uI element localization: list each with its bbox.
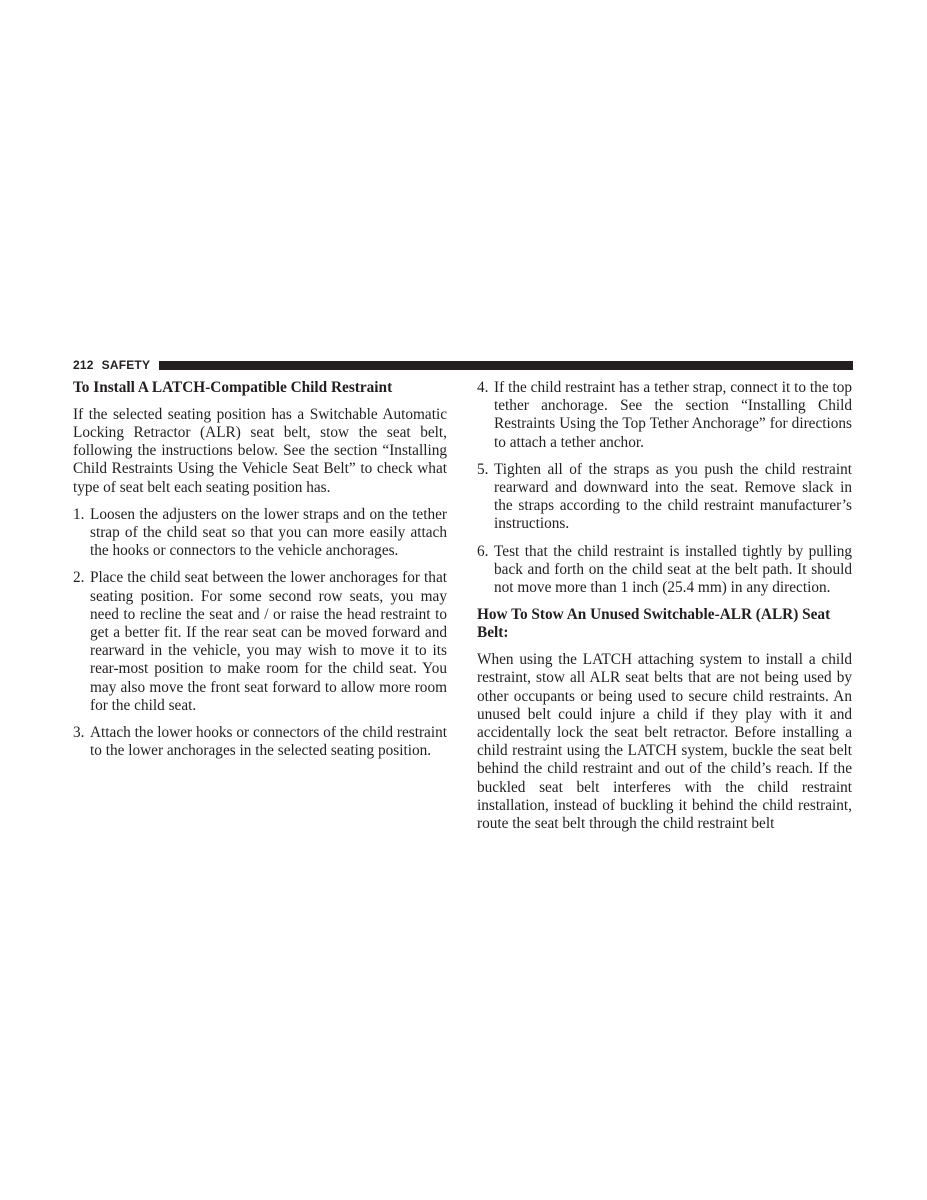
list-item: [477, 379, 852, 452]
section-title: SAFETY: [101, 358, 151, 372]
left-column: [73, 379, 447, 769]
step-text: Tighten all of the straps as you push the child restraint rearward and downward into the seat. Remove slack in the straps according to the child restraint manufacturer’s instructions.: [494, 460, 852, 533]
step-text: Test that the child restraint is installed tightly by pulling back and forth on the child seat at the belt path. It should not move more than 1 inch (25.4 mm) in any direction.: [494, 542, 852, 597]
step-text: If the child restraint has a tether strap, connect it to the top tether anchorage. See the section “Installing Child Restraints Using the Top Tether Anchorage” for directions to attach a tether anchor.: [494, 379, 852, 451]
latch-install-steps: [73, 506, 447, 761]
latch-install-intro: If the selected seating position has a Switchable Automatic Locking Retractor (ALR) seat belt, stow the seat belt, following the instructions below. See the section “Installing Child Restraints Using the Vehicle Seat Belt” to check what type of seat belt each seating position has.: [73, 405, 447, 496]
step-text: Attach the lower hooks or connectors of the child restraint to the lower anchorages in the selected seating position.: [90, 723, 447, 760]
header-rule: [159, 361, 853, 370]
latch-install-heading: To Install A LATCH-Compatible Child Restraint: [73, 379, 393, 396]
list-item: [73, 724, 447, 760]
step-number: 3.: [73, 723, 85, 741]
stow-alr-paragraph: When using the LATCH attaching system to install a child restraint, stow all ALR seat belts that are not being used by other occupants or being used to secure child restraints. An unused belt could injure a child if they play with it and accidentally lock the seat belt retractor. Before installing a child restraint using the LATCH system, buckle the seat belt behind the child restraint and out of the child’s reach. If the buckled seat belt interferes with the child restraint installation, instead of buckling it behind the child restraint, route the seat belt through the child restraint belt: [477, 651, 852, 832]
step-number: 2.: [73, 569, 85, 587]
step-text: Place the child seat between the lower anchorages for that seating position. For some second row seats, you may need to recline the seat and / or raise the head restraint to get a better fit. If the rear seat can be moved forward and rearward in the vehicle, you may wish to move it to its rear-most position to make room for the child seat. You may also move the front seat forward to allow more room for the child seat.: [90, 569, 447, 714]
step-number: 6.: [477, 542, 489, 560]
list-item: [73, 506, 447, 561]
list-item: [477, 461, 852, 534]
page-header: [73, 358, 853, 372]
right-column: [477, 379, 852, 842]
step-text: Loosen the adjusters on the lower straps and on the tether strap of the child seat so that you can more easily attach the hooks or connectors to the vehicle anchorages.: [90, 505, 447, 560]
list-item: [477, 543, 852, 598]
step-number: 4.: [477, 379, 489, 396]
stow-alr-heading: How To Stow An Unused Switchable-ALR (ALR) Seat Belt:: [477, 606, 831, 642]
page-number: 212: [73, 358, 94, 372]
latch-install-steps-continued: [477, 379, 852, 597]
step-number: 5.: [477, 460, 489, 478]
list-item: [73, 569, 447, 715]
step-number: 1.: [73, 505, 85, 523]
